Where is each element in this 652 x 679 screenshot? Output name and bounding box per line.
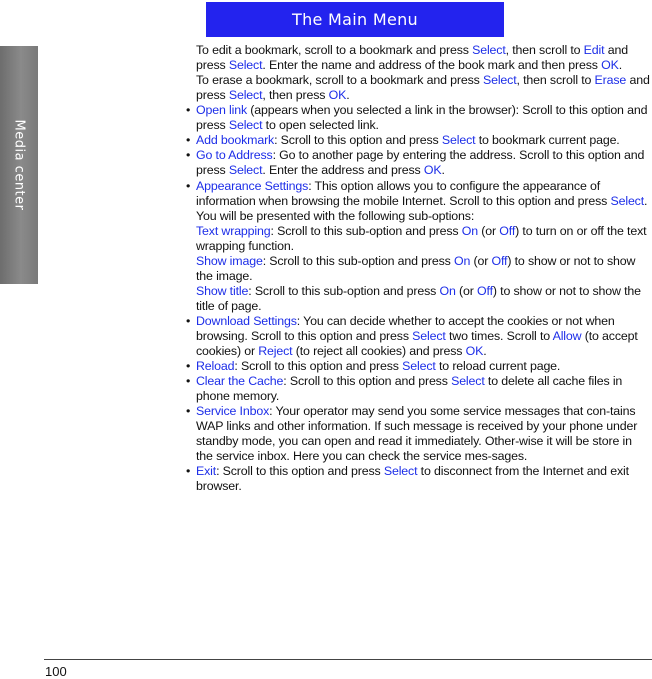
header-bar xyxy=(206,2,504,37)
section-side-tab xyxy=(0,46,38,284)
erase-bookmark-paragraph: To erase a bookmark, scroll to a bookmark and press Select, then scroll to Erase and press Select, then press OK. xyxy=(196,73,650,102)
list-item-exit: • Exit: Scroll to this option and press Select to disconnect from the Internet and exit browser. xyxy=(184,464,650,494)
sub-option-show-title: Show title: Scroll to this sub-option and press On (or Off) to show or not to show the title of page. xyxy=(196,284,641,313)
list-item-appearance-settings xyxy=(184,179,650,314)
sub-option-text-wrapping: Text wrapping: Scroll to this sub-option and press On (or Off) to turn on or off the text wrapping function. xyxy=(196,224,647,253)
footer-divider xyxy=(44,659,652,660)
edit-bookmark-paragraph: To edit a bookmark, scroll to a bookmark and press Select, then scroll to Edit and press Select. Enter the name and address of the book mark and then press OK. xyxy=(196,43,628,72)
list-item-clear-cache: • Clear the Cache: Scroll to this option and press Select to delete all cache files in phone memory. xyxy=(184,374,650,404)
sub-option-show-image: Show image: Scroll to this sub-option and press On (or Off) to show or not to show the image. xyxy=(196,254,636,283)
appearance-settings-text: • Appearance Settings: This option allows you to configure the appearance of information when browsing the mobile Internet. Scroll to this option and press Select. You will be presented with the following sub-options: xyxy=(196,179,648,223)
page-number: 100 xyxy=(45,664,67,679)
list-item-go-to-address: • Go to Address: Go to another page by entering the address. Scroll to this option and press Select. Enter the address and press OK. xyxy=(184,148,650,178)
list-item-open-link: • Open link (appears when you selected a link in the browser): Scroll to this option and press Select to open selected link. xyxy=(184,103,650,133)
side-tab-label: Media center xyxy=(11,119,27,211)
list-item-add-bookmark: • Add bookmark: Scroll to this option and press Select to bookmark current page. xyxy=(184,133,650,148)
list-item-service-inbox: • Service Inbox: Your operator may send you some service messages that con-tains WAP links and other information. If such message is received by your phone under standby mode, you can open and read it immediately. Other-wise it will be store in the service inbox. Here you can check the service mes-sages. xyxy=(184,404,650,464)
page-title: The Main Menu xyxy=(292,10,418,29)
list-item-download-settings: • Download Settings: You can decide whether to accept the cookies or not when browsing. Scroll to this option and press Select two times. Scroll to Allow (to accept cookies) or Reject (to reject all cookies) and press OK. xyxy=(184,314,650,359)
manual-body xyxy=(184,43,650,494)
list-item-reload: • Reload: Scroll to this option and press Select to reload current page. xyxy=(184,359,650,374)
